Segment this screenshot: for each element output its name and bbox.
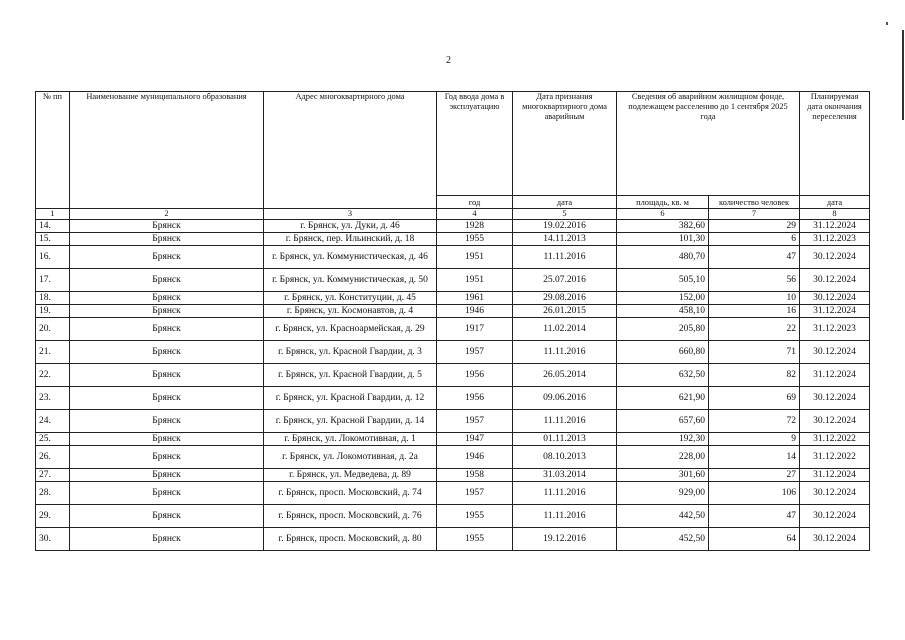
cell-address: г. Брянск, ул. Красной Гвардии, д. 3 [264,341,437,364]
cell-municipality: Брянск [70,341,264,364]
cell-planned-date: 30.12.2024 [800,341,870,364]
housing-register-table [35,91,870,551]
cell-address: г. Брянск, ул. Красной Гвардии, д. 14 [264,410,437,433]
cell-people: 82 [709,364,800,387]
table-row [36,505,870,528]
cell-area: 382,60 [617,220,709,233]
cell-date-recognized: 11.11.2016 [513,341,617,364]
cell-people: 47 [709,246,800,269]
cell-planned-date: 30.12.2024 [800,528,870,551]
cell-address: г. Брянск, ул. Красной Гвардии, д. 5 [264,364,437,387]
cell-year: 1951 [437,246,513,269]
cell-year: 1955 [437,505,513,528]
cell-planned-date: 30.12.2024 [800,482,870,505]
table-row [36,433,870,446]
cell-date-recognized: 09.06.2016 [513,387,617,410]
cell-date-recognized: 11.11.2016 [513,482,617,505]
cell-people: 14 [709,446,800,469]
table-row [36,364,870,387]
header-planned: Планируемая дата окончания переселения [800,92,870,196]
cell-area: 480,70 [617,246,709,269]
cell-people: 106 [709,482,800,505]
header-municipality: Наименование муниципального образования [70,92,264,209]
header-num: № пп [36,92,70,209]
cell-people: 72 [709,410,800,433]
cell-address: г. Брянск, ул. Локомотивная, д. 1 [264,433,437,446]
cell-area: 301,60 [617,469,709,482]
header-row [36,92,870,196]
cell-number: 23. [36,387,70,410]
cell-year: 1956 [437,364,513,387]
cell-people: 71 [709,341,800,364]
cell-address: г. Брянск, ул. Коммунистическая, д. 46 [264,246,437,269]
column-number: 6 [617,209,709,220]
scan-mark-dot [886,22,888,25]
cell-year: 1947 [437,433,513,446]
cell-people: 47 [709,505,800,528]
cell-area: 657,60 [617,410,709,433]
cell-date-recognized: 11.11.2016 [513,505,617,528]
cell-year: 1958 [437,469,513,482]
cell-number: 14. [36,220,70,233]
page-number: 2 [446,55,451,66]
cell-address: г. Брянск, ул. Космонавтов, д. 4 [264,305,437,318]
cell-municipality: Брянск [70,364,264,387]
cell-area: 192,30 [617,433,709,446]
column-number: 5 [513,209,617,220]
cell-date-recognized: 08.10.2013 [513,446,617,469]
cell-planned-date: 31.12.2024 [800,305,870,318]
cell-area: 205,80 [617,318,709,341]
cell-area: 660,80 [617,341,709,364]
subheader-date: дата [513,196,617,209]
cell-date-recognized: 31.03.2014 [513,469,617,482]
cell-municipality: Брянск [70,528,264,551]
cell-number: 28. [36,482,70,505]
cell-people: 64 [709,528,800,551]
cell-municipality: Брянск [70,482,264,505]
cell-people: 56 [709,269,800,292]
cell-people: 69 [709,387,800,410]
column-number: 1 [36,209,70,220]
cell-date-recognized: 26.01.2015 [513,305,617,318]
cell-area: 101,30 [617,233,709,246]
header-info: Сведения об аварийном жилищном фонде, подлежащем расселению до 1 сентября 2025 года [617,92,800,196]
subheader-year: год [437,196,513,209]
cell-number: 22. [36,364,70,387]
header-address: Адрес многоквартирного дома [264,92,437,209]
table-row [36,410,870,433]
cell-people: 9 [709,433,800,446]
table-row [36,482,870,505]
cell-area: 442,50 [617,505,709,528]
table-row [36,233,870,246]
cell-people: 6 [709,233,800,246]
cell-municipality: Брянск [70,433,264,446]
cell-date-recognized: 19.12.2016 [513,528,617,551]
table-row [36,246,870,269]
cell-planned-date: 31.12.2024 [800,364,870,387]
table-row [36,387,870,410]
table-row [36,305,870,318]
cell-address: г. Брянск, просп. Московский, д. 76 [264,505,437,528]
cell-number: 18. [36,292,70,305]
cell-number: 30. [36,528,70,551]
cell-number: 21. [36,341,70,364]
cell-address: г. Брянск, ул. Медведева, д. 89 [264,469,437,482]
cell-municipality: Брянск [70,220,264,233]
cell-year: 1917 [437,318,513,341]
cell-date-recognized: 14.11.2013 [513,233,617,246]
table-row [36,269,870,292]
table-row [36,528,870,551]
cell-area: 505,10 [617,269,709,292]
cell-year: 1955 [437,233,513,246]
cell-area: 458,10 [617,305,709,318]
cell-year: 1957 [437,410,513,433]
table-row [36,341,870,364]
cell-year: 1946 [437,305,513,318]
cell-municipality: Брянск [70,505,264,528]
cell-area: 228,00 [617,446,709,469]
cell-planned-date: 31.12.2023 [800,233,870,246]
cell-area: 152,00 [617,292,709,305]
cell-address: г. Брянск, ул. Красноармейская, д. 29 [264,318,437,341]
cell-year: 1957 [437,482,513,505]
header-year: Год ввода дома в эксплуатацию [437,92,513,196]
cell-date-recognized: 11.11.2016 [513,246,617,269]
cell-planned-date: 31.12.2024 [800,220,870,233]
column-number: 3 [264,209,437,220]
cell-people: 27 [709,469,800,482]
cell-people: 10 [709,292,800,305]
column-number: 2 [70,209,264,220]
subheader-planned-date: дата [800,196,870,209]
cell-planned-date: 31.12.2022 [800,446,870,469]
cell-date-recognized: 25.07.2016 [513,269,617,292]
cell-date-recognized: 19.02.2016 [513,220,617,233]
cell-address: г. Брянск, ул. Красной Гвардии, д. 12 [264,387,437,410]
cell-number: 25. [36,433,70,446]
cell-municipality: Брянск [70,305,264,318]
table-row [36,318,870,341]
table-row [36,446,870,469]
cell-municipality: Брянск [70,233,264,246]
cell-year: 1946 [437,446,513,469]
cell-area: 452,50 [617,528,709,551]
cell-planned-date: 30.12.2024 [800,246,870,269]
cell-municipality: Брянск [70,246,264,269]
cell-number: 19. [36,305,70,318]
cell-municipality: Брянск [70,269,264,292]
cell-municipality: Брянск [70,387,264,410]
cell-people: 22 [709,318,800,341]
cell-municipality: Брянск [70,318,264,341]
cell-area: 929,00 [617,482,709,505]
column-number: 8 [800,209,870,220]
cell-planned-date: 30.12.2024 [800,410,870,433]
table-row [36,220,870,233]
cell-municipality: Брянск [70,292,264,305]
cell-number: 17. [36,269,70,292]
cell-address: г. Брянск, пер. Ильинский, д. 18 [264,233,437,246]
cell-planned-date: 31.12.2022 [800,433,870,446]
column-number: 4 [437,209,513,220]
cell-address: г. Брянск, ул. Дуки, д. 46 [264,220,437,233]
cell-number: 15. [36,233,70,246]
cell-planned-date: 31.12.2024 [800,469,870,482]
cell-planned-date: 30.12.2024 [800,505,870,528]
cell-address: г. Брянск, просп. Московский, д. 80 [264,528,437,551]
cell-people: 16 [709,305,800,318]
cell-address: г. Брянск, ул. Локомотивная, д. 2а [264,446,437,469]
cell-planned-date: 31.12.2023 [800,318,870,341]
cell-municipality: Брянск [70,469,264,482]
cell-date-recognized: 29.08.2016 [513,292,617,305]
cell-year: 1956 [437,387,513,410]
cell-year: 1961 [437,292,513,305]
cell-number: 24. [36,410,70,433]
cell-number: 26. [36,446,70,469]
subheader-people: количество человек [709,196,800,209]
cell-address: г. Брянск, ул. Конституции, д. 45 [264,292,437,305]
header-date-recognized: Дата признания многоквартирного дома аварийным [513,92,617,196]
scan-edge-mark [902,30,904,120]
cell-people: 29 [709,220,800,233]
cell-date-recognized: 26.05.2014 [513,364,617,387]
subheader-area: площадь, кв. м [617,196,709,209]
cell-address: г. Брянск, просп. Московский, д. 74 [264,482,437,505]
cell-area: 621,90 [617,387,709,410]
cell-planned-date: 30.12.2024 [800,292,870,305]
cell-planned-date: 30.12.2024 [800,387,870,410]
cell-number: 27. [36,469,70,482]
cell-year: 1955 [437,528,513,551]
cell-number: 16. [36,246,70,269]
cell-number: 20. [36,318,70,341]
cell-municipality: Брянск [70,446,264,469]
cell-date-recognized: 11.02.2014 [513,318,617,341]
table-row [36,292,870,305]
cell-address: г. Брянск, ул. Коммунистическая, д. 50 [264,269,437,292]
cell-area: 632,50 [617,364,709,387]
table-row [36,469,870,482]
cell-municipality: Брянск [70,410,264,433]
column-number: 7 [709,209,800,220]
table-body [36,220,870,551]
cell-year: 1928 [437,220,513,233]
column-number-row [36,209,870,220]
cell-date-recognized: 01.11.2013 [513,433,617,446]
cell-planned-date: 30.12.2024 [800,269,870,292]
cell-year: 1951 [437,269,513,292]
cell-number: 29. [36,505,70,528]
cell-year: 1957 [437,341,513,364]
cell-date-recognized: 11.11.2016 [513,410,617,433]
